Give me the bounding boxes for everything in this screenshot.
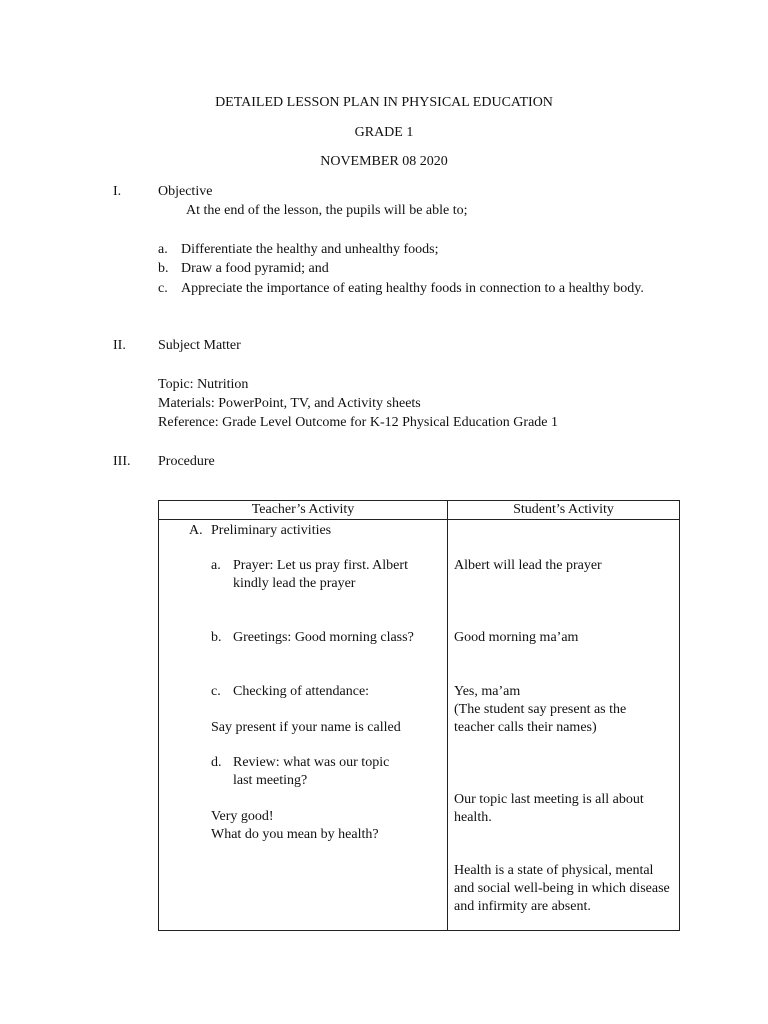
procedure-table bbox=[158, 500, 680, 931]
objective-item-b: Draw a food pyramid; and bbox=[181, 261, 329, 276]
teacher-say-present: Say present if your name is called bbox=[211, 720, 401, 735]
procedure-heading: Procedure bbox=[158, 454, 215, 469]
student-present-note: (The student say present as the teacher calls their names) bbox=[454, 702, 627, 735]
objective-marker-c: c. bbox=[158, 281, 168, 296]
objective-marker-a: a. bbox=[158, 242, 168, 257]
student-prayer: Albert will lead the prayer bbox=[454, 558, 602, 573]
preliminary-heading: Preliminary activities bbox=[211, 523, 332, 538]
subject-heading: Subject Matter bbox=[158, 338, 241, 353]
teacher-greeting: Greetings: Good morning class? bbox=[233, 630, 414, 645]
teacher-review: Review: what was our topic last meeting? bbox=[233, 755, 390, 788]
student-topic-answer: Our topic last meeting is all about health. bbox=[454, 792, 644, 825]
document-title: DETAILED LESSON PLAN IN PHYSICAL EDUCATION bbox=[215, 95, 553, 110]
subject-materials: Materials: PowerPoint, TV, and Activity sheets bbox=[158, 396, 421, 411]
objective-numeral: I. bbox=[113, 184, 122, 199]
prayer-marker: a. bbox=[211, 558, 221, 573]
teacher-prayer: Prayer: Let us pray first. Albert kindly lead the prayer bbox=[233, 558, 408, 591]
teacher-attendance: Checking of attendance: bbox=[233, 684, 370, 699]
objective-item-a: Differentiate the healthy and unhealthy foods; bbox=[181, 242, 439, 257]
student-activity-cell bbox=[448, 520, 680, 931]
attendance-marker: c. bbox=[211, 684, 221, 699]
objective-marker-b: b. bbox=[158, 261, 169, 276]
lesson-date: NOVEMBER 08 2020 bbox=[320, 154, 448, 169]
student-yes: Yes, ma’am bbox=[454, 684, 521, 699]
student-greeting: Good morning ma’am bbox=[454, 630, 579, 645]
objective-item-c: Appreciate the importance of eating healthy foods in connection to a healthy body. bbox=[181, 281, 644, 296]
teacher-activity-cell bbox=[159, 520, 448, 931]
greeting-marker: b. bbox=[211, 630, 222, 645]
teacher-health-question: What do you mean by health? bbox=[211, 827, 379, 842]
student-health-answer: Health is a state of physical, mental and social well-being in which disease and infirmity are absent. bbox=[454, 863, 670, 914]
subject-topic: Topic: Nutrition bbox=[158, 377, 249, 392]
student-activity-header: Student’s Activity bbox=[448, 501, 680, 520]
review-marker: d. bbox=[211, 755, 222, 770]
subject-numeral: II. bbox=[113, 338, 126, 353]
teacher-very-good: Very good! bbox=[211, 809, 274, 824]
teacher-activity-header: Teacher’s Activity bbox=[159, 501, 448, 520]
objective-heading: Objective bbox=[158, 184, 213, 199]
preliminary-marker: A. bbox=[189, 523, 203, 538]
subject-reference: Reference: Grade Level Outcome for K-12 Physical Education Grade 1 bbox=[158, 415, 559, 430]
procedure-numeral: III. bbox=[113, 454, 131, 469]
grade-label: GRADE 1 bbox=[354, 125, 414, 140]
objective-intro: At the end of the lesson, the pupils will be able to; bbox=[186, 203, 468, 218]
